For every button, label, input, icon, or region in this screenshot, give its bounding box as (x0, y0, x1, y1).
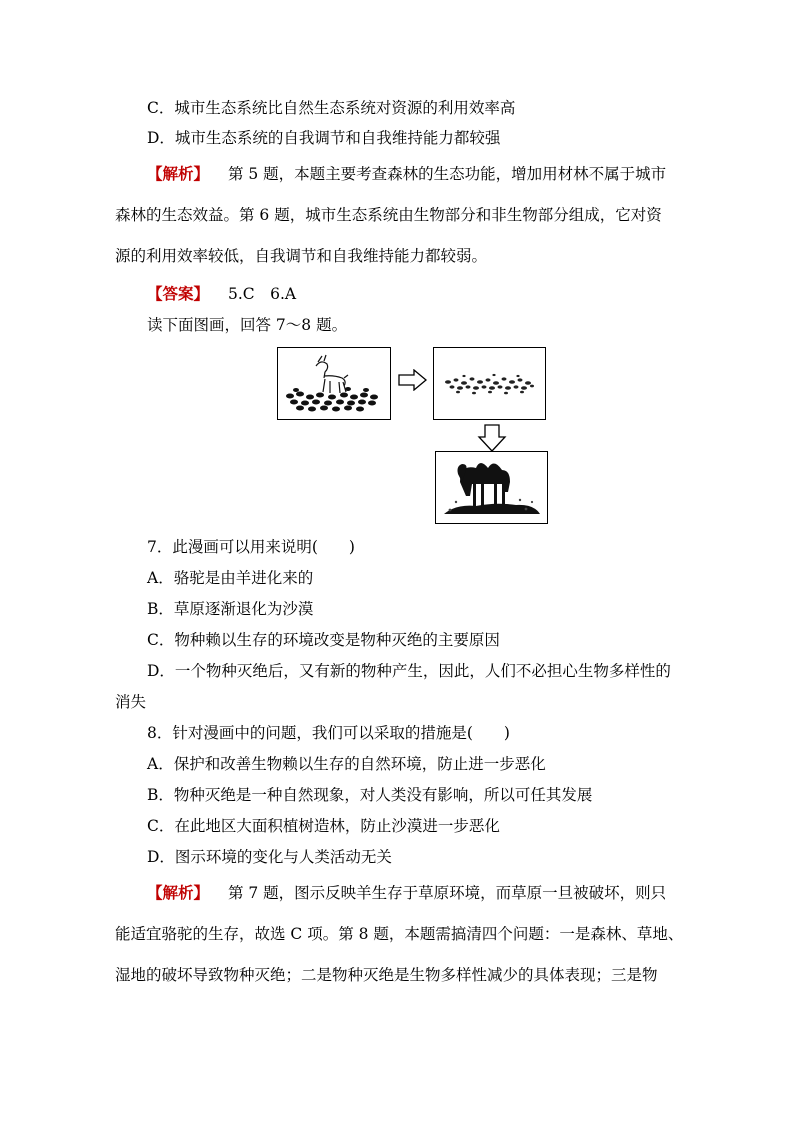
sheep-on-grass-illustration (278, 348, 389, 418)
analysis-text: 第 5 题，本题主要考查森林的生态功能，增加用材林不属于城市 (227, 165, 667, 183)
q7-stem: 7．此漫画可以用来说明( ) (147, 538, 355, 556)
analysis-1-first-line (147, 164, 666, 184)
q7-option-d-continuation: 消失 (115, 693, 147, 711)
answer-text: 5.C 6.A (227, 285, 297, 303)
q8-stem: 8．针对漫画中的问题，我们可以采取的措施是( ) (147, 724, 510, 742)
q7-option-c: C．物种赖以生存的环境改变是物种灭绝的主要原因 (147, 631, 500, 649)
arrow-right-icon (398, 369, 428, 391)
analysis-2-first-line (147, 883, 666, 903)
analysis-tag: 【解析】 (147, 164, 210, 183)
q8-option-a: A．保护和改善生物赖以生存的自然环境，防止进一步恶化 (147, 755, 546, 773)
analysis-1-line-2: 森林的生态效益。第 6 题，城市生态系统由生物部分和非生物部分组成，它对资 (115, 206, 662, 224)
q8-option-c: C．在此地区大面积植树造林，防止沙漠进一步恶化 (147, 817, 500, 835)
q8-option-b: B．物种灭绝是一种自然现象，对人类没有影响，所以可任其发展 (147, 786, 593, 804)
q7-option-d: D．一个物种灭绝后，又有新的物种产生，因此，人们不必担心生物多样性的 (147, 662, 671, 680)
analysis-1-line-3: 源的利用效率较低，自我调节和自我维持能力都较弱。 (115, 247, 488, 265)
camel-in-desert-illustration (436, 452, 546, 522)
panel-sheep-grassland (277, 347, 391, 420)
answer-line (147, 284, 296, 304)
sparse-grass-illustration (434, 348, 544, 418)
analysis-2-line-2: 能适宜骆驼的生存，故选 C 项。第 8 题，本题需搞清四个问题：一是森林、草地、 (115, 925, 684, 943)
analysis-tag: 【解析】 (147, 883, 210, 902)
q7-option-b: B．草原逐渐退化为沙漠 (147, 600, 314, 618)
q8-option-d: D．图示环境的变化与人类活动无关 (147, 848, 392, 866)
analysis-text: 第 7 题，图示反映羊生存于草原环境，而草原一旦被破坏，则只 (227, 884, 667, 902)
q6-option-d: D．城市生态系统的自我调节和自我维持能力都较强 (147, 129, 501, 147)
answer-tag: 【答案】 (147, 284, 210, 303)
figure-intro: 读下面图画，回答 7～8 题。 (147, 316, 348, 334)
arrow-down-icon (477, 424, 507, 452)
q6-option-c: C．城市生态系统比自然生态系统对资源的利用效率高 (147, 99, 516, 117)
analysis-2-line-3: 湿地的破坏导致物种灭绝；二是物种灭绝是生物多样性减少的具体表现；三是物 (115, 966, 658, 984)
panel-degraded-grassland (433, 347, 546, 420)
q7-option-a: A．骆驼是由羊进化来的 (147, 569, 314, 587)
panel-camel-desert (435, 451, 548, 524)
